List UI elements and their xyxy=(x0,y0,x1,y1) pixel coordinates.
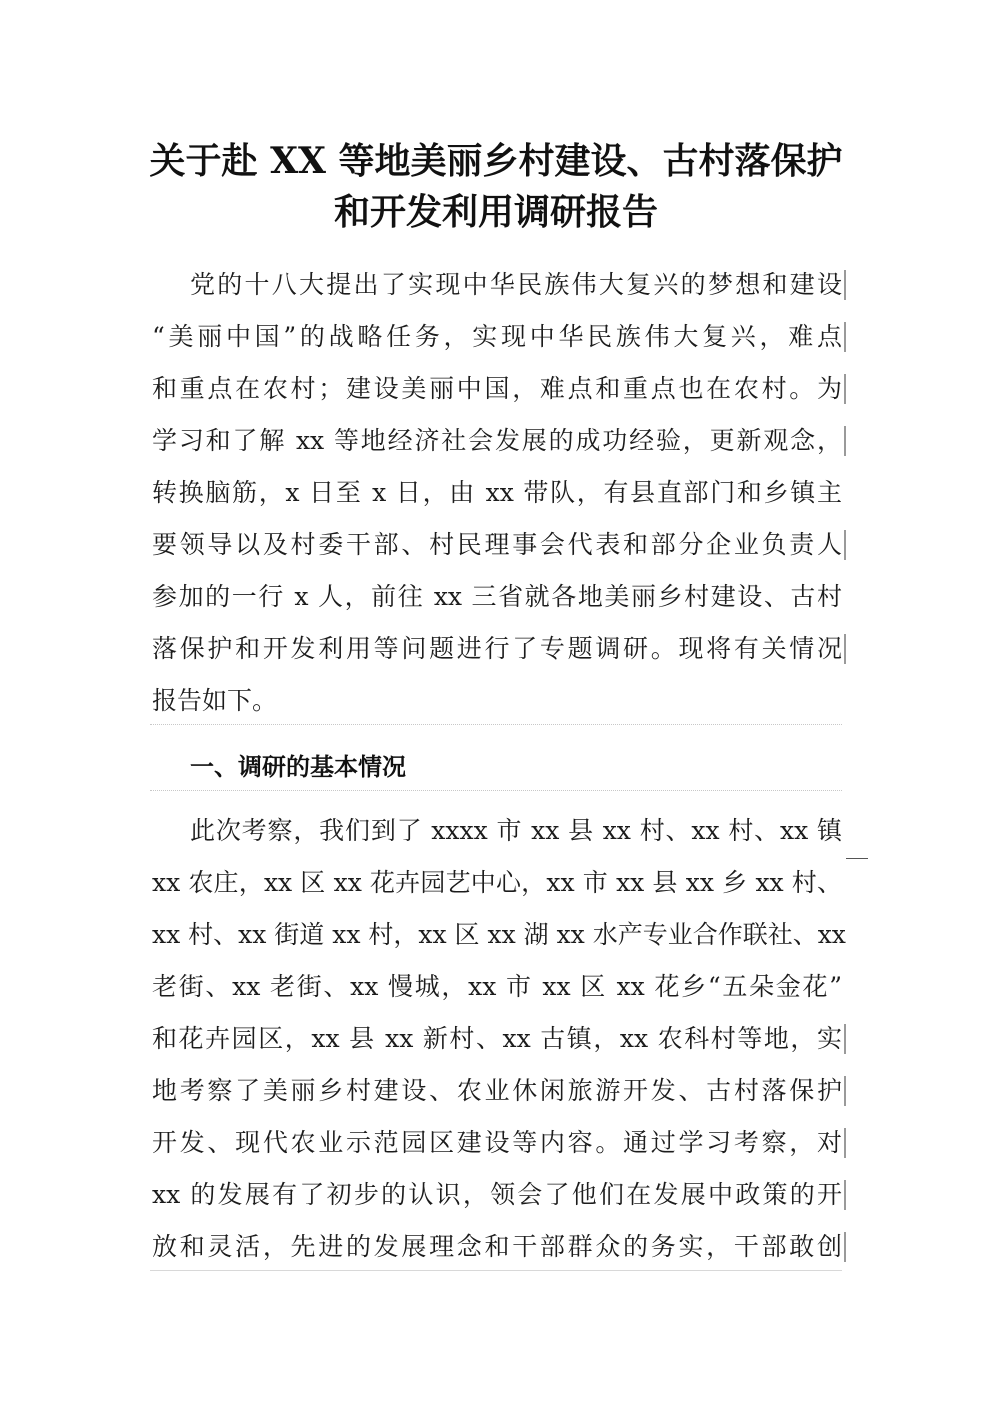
intro-line: 要领导以及村委干部、村民理事会代表和部分企业负责人 xyxy=(152,530,842,559)
section1-line: 老街、xx 老街、xx 慢城，xx 市 xx 区 xx 花乡“五朵金花” xyxy=(152,972,842,1001)
section1-line: 此次考察，我们到了 xxxx 市 xx 县 xx 村、xx 村、xx 镇 xyxy=(190,816,842,845)
line-end-marker xyxy=(844,1180,846,1210)
page-bottom-rule xyxy=(150,1270,842,1271)
intro-line: 学习和了解 xx 等地经济社会发展的成功经验，更新观念， xyxy=(152,426,842,455)
intro-line: “美丽中国”的战略任务，实现中华民族伟大复兴，难点 xyxy=(152,322,842,351)
margin-mark xyxy=(846,858,868,859)
line-end-marker xyxy=(844,426,846,456)
line-end-marker xyxy=(844,1076,846,1106)
line-end-marker xyxy=(844,1232,846,1262)
document-title-line-1: 关于赴 XX 等地美丽乡村建设、古村落保护 xyxy=(149,140,843,182)
section1-line: 和花卉园区，xx 县 xx 新村、xx 古镇，xx 农科村等地，实 xyxy=(152,1024,842,1053)
section1-line: 地考察了美丽乡村建设、农业休闲旅游开发、古村落保护 xyxy=(152,1076,842,1105)
intro-line: 党的十八大提出了实现中华民族伟大复兴的梦想和建设 xyxy=(190,270,842,299)
document-title-line-2: 和开发利用调研报告 xyxy=(333,191,658,233)
paragraph-divider xyxy=(150,790,842,791)
section1-line: xx 农庄，xx 区 xx 花卉园艺中心，xx 市 xx 县 xx 乡 xx 村、 xyxy=(152,868,842,897)
line-end-marker xyxy=(844,322,846,352)
intro-line: 报告如下。 xyxy=(152,686,278,715)
section1-line: 放和灵活，先进的发展理念和干部群众的务实，干部敢创 xyxy=(152,1232,842,1261)
section1-line: 开发、现代农业示范园区建设等内容。通过学习考察，对 xyxy=(152,1128,842,1157)
line-end-marker xyxy=(844,270,846,300)
section1-line: xx 的发展有了初步的认识，领会了他们在发展中政策的开 xyxy=(152,1180,842,1209)
line-end-marker xyxy=(844,530,846,560)
line-end-marker xyxy=(844,1128,846,1158)
intro-line: 落保护和开发利用等问题进行了专题调研。现将有关情况 xyxy=(152,634,842,663)
intro-line: 转换脑筋，x 日至 x 日，由 xx 带队，有县直部门和乡镇主 xyxy=(152,478,842,507)
line-end-marker xyxy=(844,374,846,404)
section1-line: xx 村、xx 街道 xx 村，xx 区 xx 湖 xx 水产专业合作联社、xx xyxy=(152,920,846,949)
paragraph-divider xyxy=(150,724,842,725)
line-end-marker xyxy=(844,1024,846,1054)
intro-line: 参加的一行 x 人，前往 xx 三省就各地美丽乡村建设、古村 xyxy=(152,582,842,611)
line-end-marker xyxy=(844,634,846,664)
intro-line: 和重点在农村；建设美丽中国，难点和重点也在农村。为 xyxy=(152,374,842,403)
section-heading: 一、调研的基本情况 xyxy=(190,752,406,781)
